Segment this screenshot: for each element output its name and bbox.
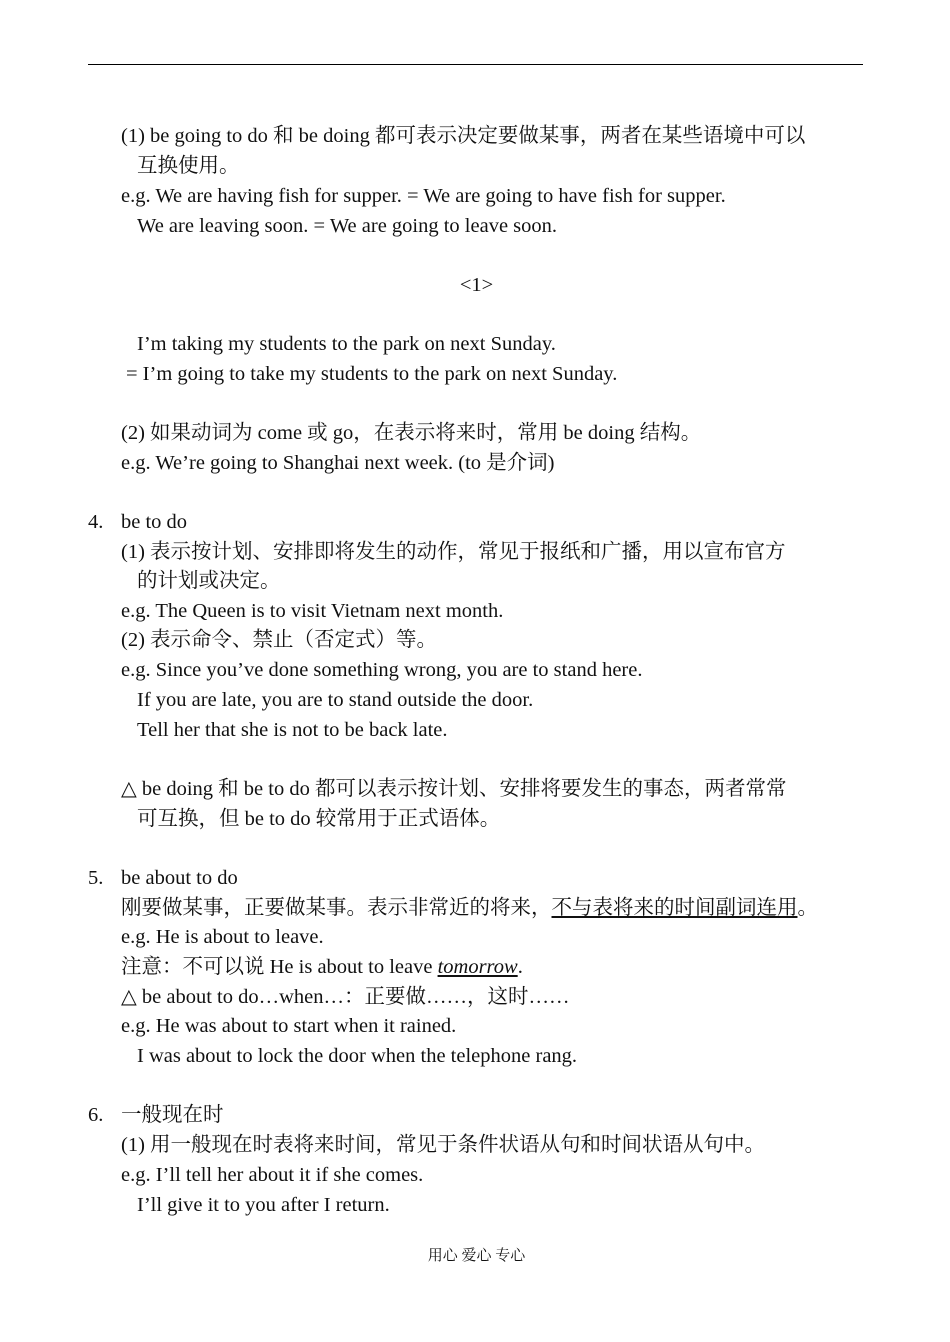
page-footer: 用心 爱心 专心: [427, 1248, 526, 1264]
underlined-text: 不与表将来的时间副词连用: [551, 897, 798, 919]
example-line: I’ll give it to you after I return.: [137, 1194, 390, 1216]
section-number: 5.: [88, 867, 104, 889]
section-number: 6.: [88, 1104, 104, 1126]
example-line: I’m taking my students to the park on next Sunday.: [137, 333, 556, 355]
section-heading: be to do: [121, 511, 188, 533]
underlined-italic-text: tomorrow: [437, 956, 518, 978]
text-line: [121, 954, 523, 980]
text-line: 互换使用。: [137, 155, 240, 177]
example-line: e.g. He is about to leave.: [121, 926, 324, 948]
example-line: e.g. I’ll tell her about it if she comes.: [121, 1164, 424, 1186]
text-line: [121, 895, 818, 921]
section-number: 4.: [88, 511, 104, 533]
text-line: (2) 如果动词为 come 或 go，在表示将来时，常用 be doing 结构。: [121, 422, 702, 444]
page-number: <1>: [459, 274, 494, 296]
text-span: 注意：不可以说 He is about to leave: [121, 956, 438, 978]
example-line: I was about to lock the door when the telephone rang.: [137, 1045, 578, 1067]
text-span: .: [517, 956, 523, 978]
example-line: If you are late, you are to stand outside the door.: [137, 689, 534, 711]
example-line: e.g. He was about to start when it rained.: [121, 1015, 457, 1037]
note-line: △ be about to do…when…：正要做……，这时……: [121, 986, 570, 1008]
header-rule: [88, 64, 863, 65]
text-line: (1) be going to do 和 be doing 都可表示决定要做某事，两者在某些语境中可以: [121, 125, 806, 147]
note-line: △ be doing 和 be to do 都可以表示按计划、安排将要发生的事态，两者常常: [121, 778, 787, 800]
note-line: 可互换，但 be to do 较常用于正式语体。: [137, 808, 501, 830]
text-line: 的计划或决定。: [137, 570, 281, 592]
example-line: Tell her that she is not to be back late.: [137, 719, 448, 741]
example-line: e.g. We’re going to Shanghai next week. (to 是介词): [121, 452, 555, 474]
section-heading: 一般现在时: [121, 1104, 224, 1126]
example-line: e.g. We are having fish for supper. = We are going to have fish for supper.: [121, 185, 726, 207]
example-line: = I’m going to take my students to the park on next Sunday.: [126, 363, 618, 385]
example-line: e.g. The Queen is to visit Vietnam next month.: [121, 600, 504, 622]
text-line: (2) 表示命令、禁止（否定式）等。: [121, 629, 438, 651]
text-line: (1) 用一般现在时表将来时间，常见于条件状语从句和时间状语从句中。: [121, 1134, 766, 1156]
text-span: 。: [797, 897, 818, 919]
text-line: (1) 表示按计划、安排即将发生的动作，常见于报纸和广播，用以宣布官方: [121, 541, 786, 563]
example-line: We are leaving soon. = We are going to leave soon.: [137, 215, 558, 237]
example-line: e.g. Since you’ve done something wrong, you are to stand here.: [121, 659, 643, 681]
text-span: 刚要做某事，正要做某事。表示非常近的将来，: [121, 897, 552, 919]
section-heading: be about to do: [121, 867, 238, 889]
